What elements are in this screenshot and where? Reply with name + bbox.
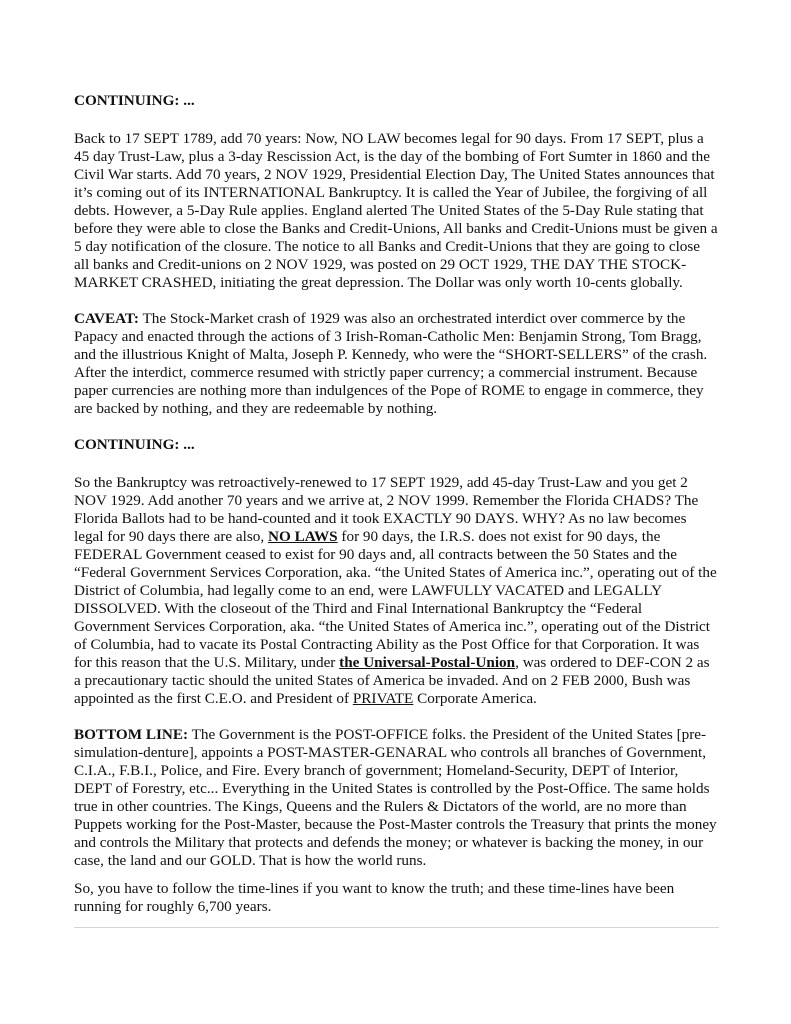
bottom-line-text: The Government is the POST-OFFICE folks. the President of the United States [pre-simulation-denture], appoints a POST-MASTER-GENARAL who controls all branches of Government, C.I.A., F.B.I., Police, and Fire. Every branch of government; Homeland-Security, DEPT of Interior, DEPT of Forestry, etc... Everything in the United States is controlled by the Post-Office. The same holds true in other countries. The Kings, Queens and the Rulers & Dictators of the world, are no more than Puppets working for the Post-Master, because the Post-Master controls the Treasury that prints the money and controls the Military that protects and defends the money; or whatever is backing the money, in our case, the land and our GOLD. That is how the world runs. [74, 726, 717, 869]
paragraph-closing: So, you have to follow the time-lines if you want to know the truth; and these time-lines have been running for roughly 6,700 years. [74, 880, 675, 915]
bankruptcy-text-2: for 90 days, the I.R.S. does not exist for 90 days, the FEDERAL Government ceased to exist for 90 days and, all contracts between the 50 States and the “Federal Government Services Corporation, aka. “the United States of America inc.”, operating out of the District of Columbia, had legally come to an end, were LAWFULLY VACATED and LEGALLY DISSOLVED. With the closeout of the Third and Final International Bankruptcy the “Federal Government Services Corporation, aka. “the United States of America inc.”, operating out of the District of Columbia, had to vacate its Postal Contracting Ability as the Post Office for that Corporation. It was for this reason that the U.S. Military, under [74, 528, 717, 671]
caveat-text: The Stock-Market crash of 1929 was also an orchestrated interdict over commerce by the Papacy and enacted through the actions of 3 Irish-Roman-Catholic Men: Benjamin Strong, Tom Bragg, and the illustrious Knight of Malta, Joseph P. Kennedy, who were the “SHORT-SELLERS” of the crash. After the interdict, commerce resumed with strictly paper currency; a commercial instrument. Because paper currencies are nothing more than indulgences of the Pope of ROME to engage in commerce, they are backed by nothing, and they are redeemable by nothing. [74, 310, 708, 417]
no-laws-emphasis: NO LAWS [267, 528, 338, 545]
bottom-line-label: BOTTOM LINE: [74, 726, 189, 743]
paragraph-bottom-line [74, 726, 719, 870]
universal-postal-union-emphasis: the Universal-Postal-Union [339, 654, 516, 671]
bankruptcy-text-1: So the Bankruptcy was retroactively-renewed to 17 SEPT 1929, add 45-day Trust-Law and you get 2 NOV 1929. Add another 70 years and we arrive at, 2 NOV 1999. Remember the Florida CHADS? The Florida Ballots had to be hand-counted and it took EXACTLY 90 DAYS. WHY? As no law becomes legal for 90 days there are also, [74, 474, 699, 545]
bottom-divider [74, 927, 719, 928]
document-body [74, 92, 719, 916]
paragraph-caveat [74, 310, 719, 418]
paragraph-bankruptcy-renewal [74, 474, 719, 708]
heading-continuing-2: CONTINUING: ... [74, 436, 195, 453]
private-emphasis: PRIVATE [352, 690, 414, 707]
heading-continuing: CONTINUING: ... [74, 92, 195, 109]
caveat-label: CAVEAT: [74, 310, 139, 327]
paragraph-timeline-1789: Back to 17 SEPT 1789, add 70 years: Now, NO LAW becomes legal for 90 days. From 17 SEPT, plus a 45 day Trust-Law, plus a 3-day Rescission Act, is the day of the bombing of Fort Sumter in 1860 and the Civil War starts. Add 70 years, 2 NOV 1929, Presidential Election Day, The United States announces that it’s coming out of its INTERNATIONAL Bankruptcy. It is called the Year of Jubilee, the forgiving of all debts. However, a 5-Day Rule applies. England alerted The United States of the 5-Day Rule stating that before they were able to close the Banks and Credit-Unions, All banks and Credit-Unions must be given a 5 day notification of the closure. The notice to all Banks and Credit-Unions that they are going to close all banks and Credit-unions on 2 NOV 1929, was posted on 29 OCT 1929, THE DAY THE STOCK-MARKET CRASHED, initiating the great depression. The Dollar was only worth 10-cents globally. [74, 130, 718, 291]
bankruptcy-text-4: Corporate America. [413, 690, 537, 707]
bankruptcy-text-3: , was ordered to DEF-CON 2 as a precautionary tactic should the united States of America be invaded. And on 2 FEB 2000, Bush was appointed as the first C.E.O. and President of [74, 654, 710, 707]
